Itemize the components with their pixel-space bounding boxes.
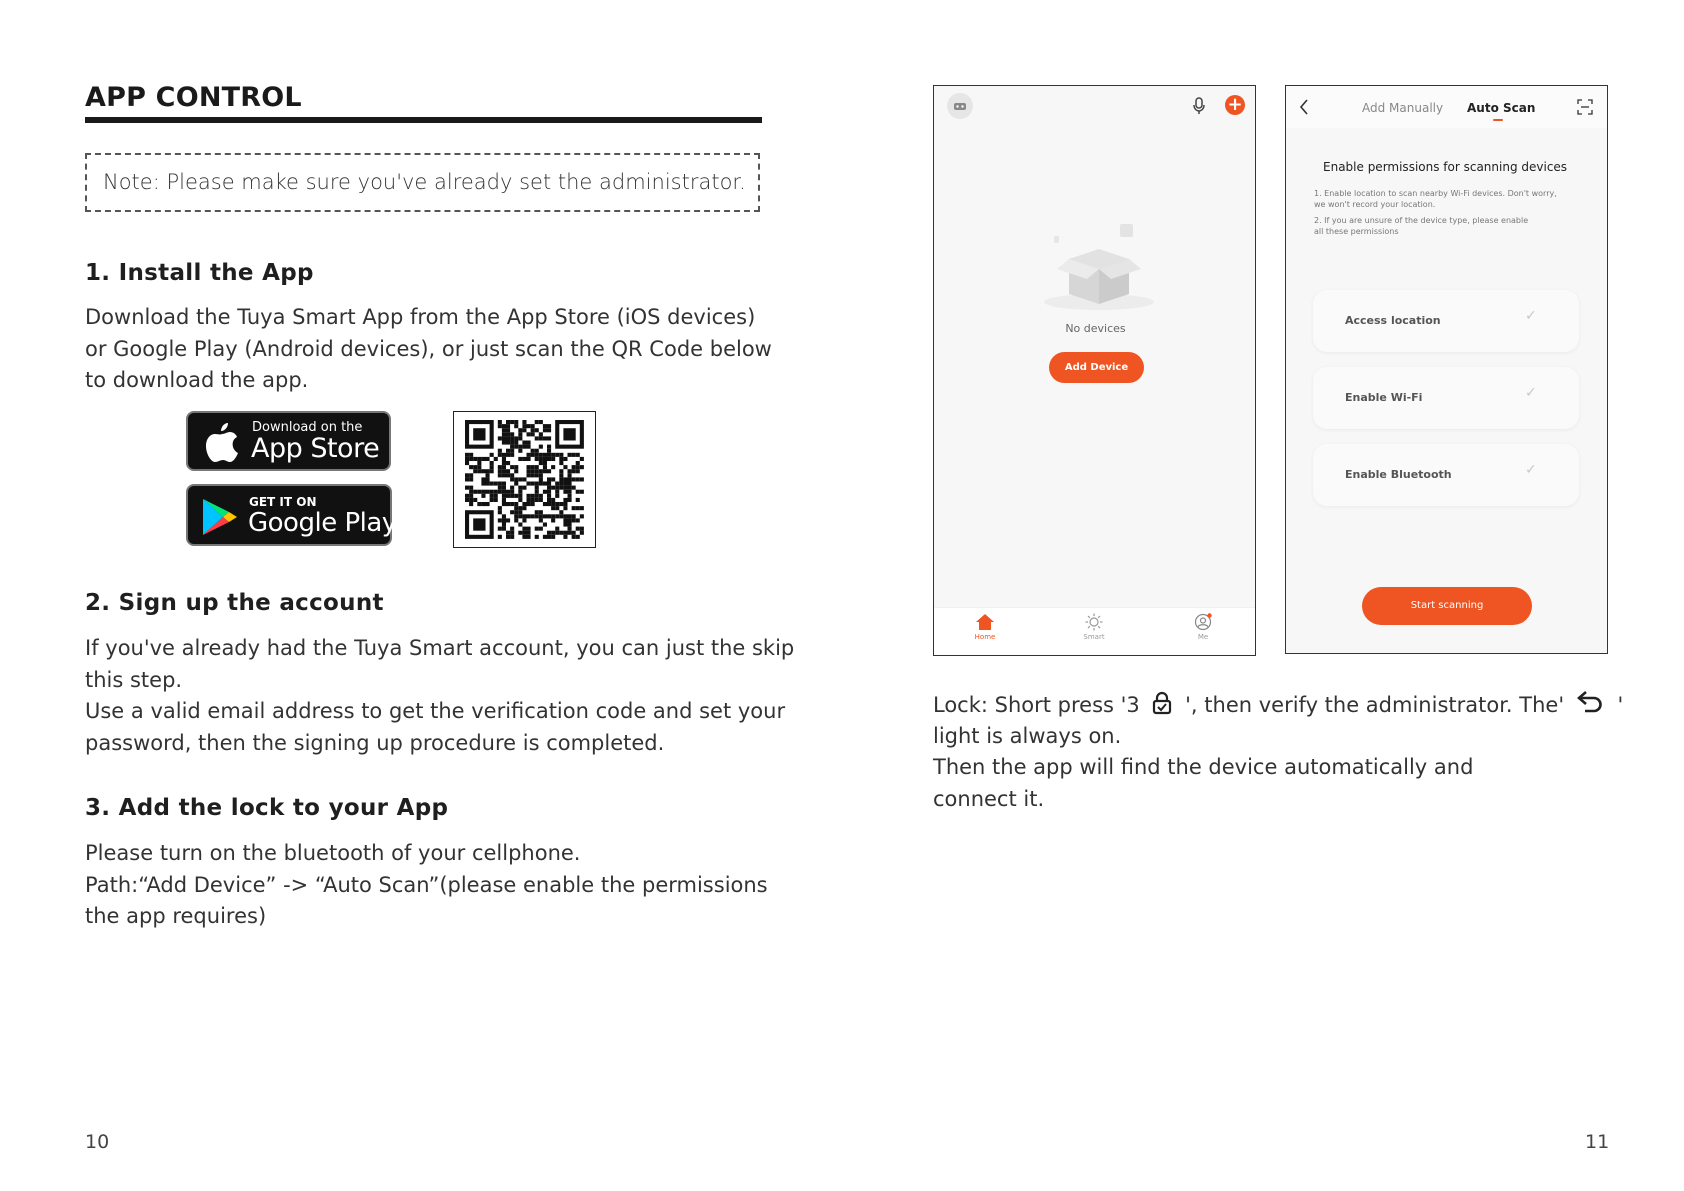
lock-check-icon — [1146, 691, 1178, 725]
body-line: Path:“Add Device” -> “Auto Scan”(please enable the permissions — [85, 872, 768, 897]
back-arrow-icon[interactable] — [1299, 99, 1309, 115]
section-heading-signup: 2. Sign up the account — [85, 590, 384, 616]
permission-card-location[interactable] — [1313, 290, 1579, 352]
permission-card-wifi[interactable] — [1313, 367, 1579, 429]
note-text: Note: Please make sure you've already set the administrator. — [103, 170, 746, 194]
start-scanning-button[interactable]: Start scanning — [1362, 587, 1532, 625]
page-number-right: 11 — [1585, 1131, 1610, 1153]
instruction-text: ' — [1617, 693, 1624, 717]
check-icon: ✓ — [1525, 385, 1537, 401]
google-play-big-text: Google Play — [248, 508, 397, 538]
avatar[interactable] — [947, 93, 973, 119]
instruction-text: ', then verify the administrator. The' — [1185, 693, 1565, 717]
body-line: to download the app. — [85, 368, 309, 392]
instruction-line-4: connect it. — [933, 786, 1045, 811]
apple-icon — [205, 421, 239, 463]
body-line: password, then the signing up procedure is completed. — [85, 730, 665, 755]
permissions-note-line: all these permissions — [1314, 227, 1399, 236]
microphone-icon[interactable] — [1192, 97, 1206, 115]
section-heading-install: 1. Install the App — [85, 260, 314, 286]
body-line: Use a valid email address to get the verification code and set your — [85, 699, 786, 723]
check-icon: ✓ — [1525, 462, 1537, 478]
page-title: APP CONTROL — [85, 82, 302, 113]
sun-icon — [1084, 613, 1104, 631]
bottom-tab-bar — [934, 607, 1256, 656]
instruction-text: Lock: Short press '3 — [933, 693, 1140, 717]
permissions-note-line: 1. Enable location to scan nearby Wi-Fi devices. Don't worry, — [1314, 189, 1557, 198]
permissions-note-line: 2. If you are unsure of the device type, please enable — [1314, 216, 1529, 225]
home-icon — [975, 613, 995, 631]
instruction-line-1 — [933, 689, 1623, 721]
tab-label-me: Me — [1197, 633, 1209, 641]
body-line: If you've already had the Tuya Smart account, you can just the skip — [85, 636, 795, 660]
google-play-small-text: GET IT ON — [249, 495, 317, 509]
add-icon[interactable]: + — [1225, 95, 1245, 115]
app-store-small-text: Download on the — [252, 420, 363, 435]
instruction-line-3: Then the app will find the device automatically and — [933, 755, 1474, 779]
permission-label: Access location — [1345, 314, 1441, 327]
no-devices-text: No devices — [1065, 322, 1126, 335]
scan-header — [1286, 86, 1608, 128]
permission-label: Enable Wi-Fi — [1345, 391, 1423, 404]
tab-label-home: Home — [974, 633, 996, 641]
empty-box-icon — [1039, 224, 1159, 314]
permissions-heading: Enable permissions for scanning devices — [1323, 160, 1568, 174]
section-body-signup — [85, 633, 794, 759]
return-arrow-icon — [1571, 689, 1611, 725]
tab-me[interactable] — [1183, 613, 1223, 641]
instruction-line-2: light is always on. — [933, 723, 1122, 748]
phone-auto-scan-screen — [1285, 85, 1608, 654]
scan-frame-icon[interactable] — [1577, 99, 1593, 115]
robot-icon — [947, 93, 973, 119]
body-line: this step. — [85, 667, 183, 692]
google-play-icon — [201, 497, 239, 537]
tab-label-smart: Smart — [1083, 633, 1105, 641]
body-line: or Google Play (Android devices), or just scan the QR Code below — [85, 336, 772, 361]
tab-auto-scan[interactable]: Auto Scan — [1467, 101, 1536, 115]
tab-home[interactable] — [965, 613, 1005, 641]
tab-smart[interactable] — [1074, 613, 1114, 641]
permission-card-bluetooth[interactable] — [1313, 444, 1579, 506]
note-box — [85, 153, 760, 212]
qr-code — [453, 411, 596, 548]
body-line: Download the Tuya Smart App from the App Store (iOS devices) — [85, 305, 756, 329]
user-icon — [1193, 613, 1213, 631]
add-device-button[interactable]: Add Device — [1049, 352, 1144, 383]
phone-home-screen — [933, 85, 1256, 656]
section-heading-add-lock: 3. Add the lock to your App — [85, 795, 449, 821]
tab-add-manually[interactable]: Add Manually — [1362, 101, 1444, 115]
page-number-left: 10 — [85, 1131, 110, 1153]
right-instructions — [933, 689, 1623, 815]
body-line: Please turn on the bluetooth of your cellphone. — [85, 841, 581, 865]
qr-code-image — [454, 412, 595, 547]
title-underline — [85, 117, 762, 123]
permissions-note-line: we won't record your location. — [1314, 200, 1436, 209]
permissions-note — [1314, 188, 1557, 237]
google-play-badge[interactable] — [186, 484, 397, 546]
permission-label: Enable Bluetooth — [1345, 468, 1452, 481]
app-store-big-text: App Store — [251, 433, 380, 464]
app-store-badge[interactable] — [186, 411, 391, 471]
check-icon: ✓ — [1525, 308, 1537, 324]
body-line: the app requires) — [85, 904, 267, 928]
section-body-add-lock — [85, 838, 768, 933]
section-body-install — [85, 302, 772, 397]
active-tab-indicator — [1493, 119, 1503, 121]
